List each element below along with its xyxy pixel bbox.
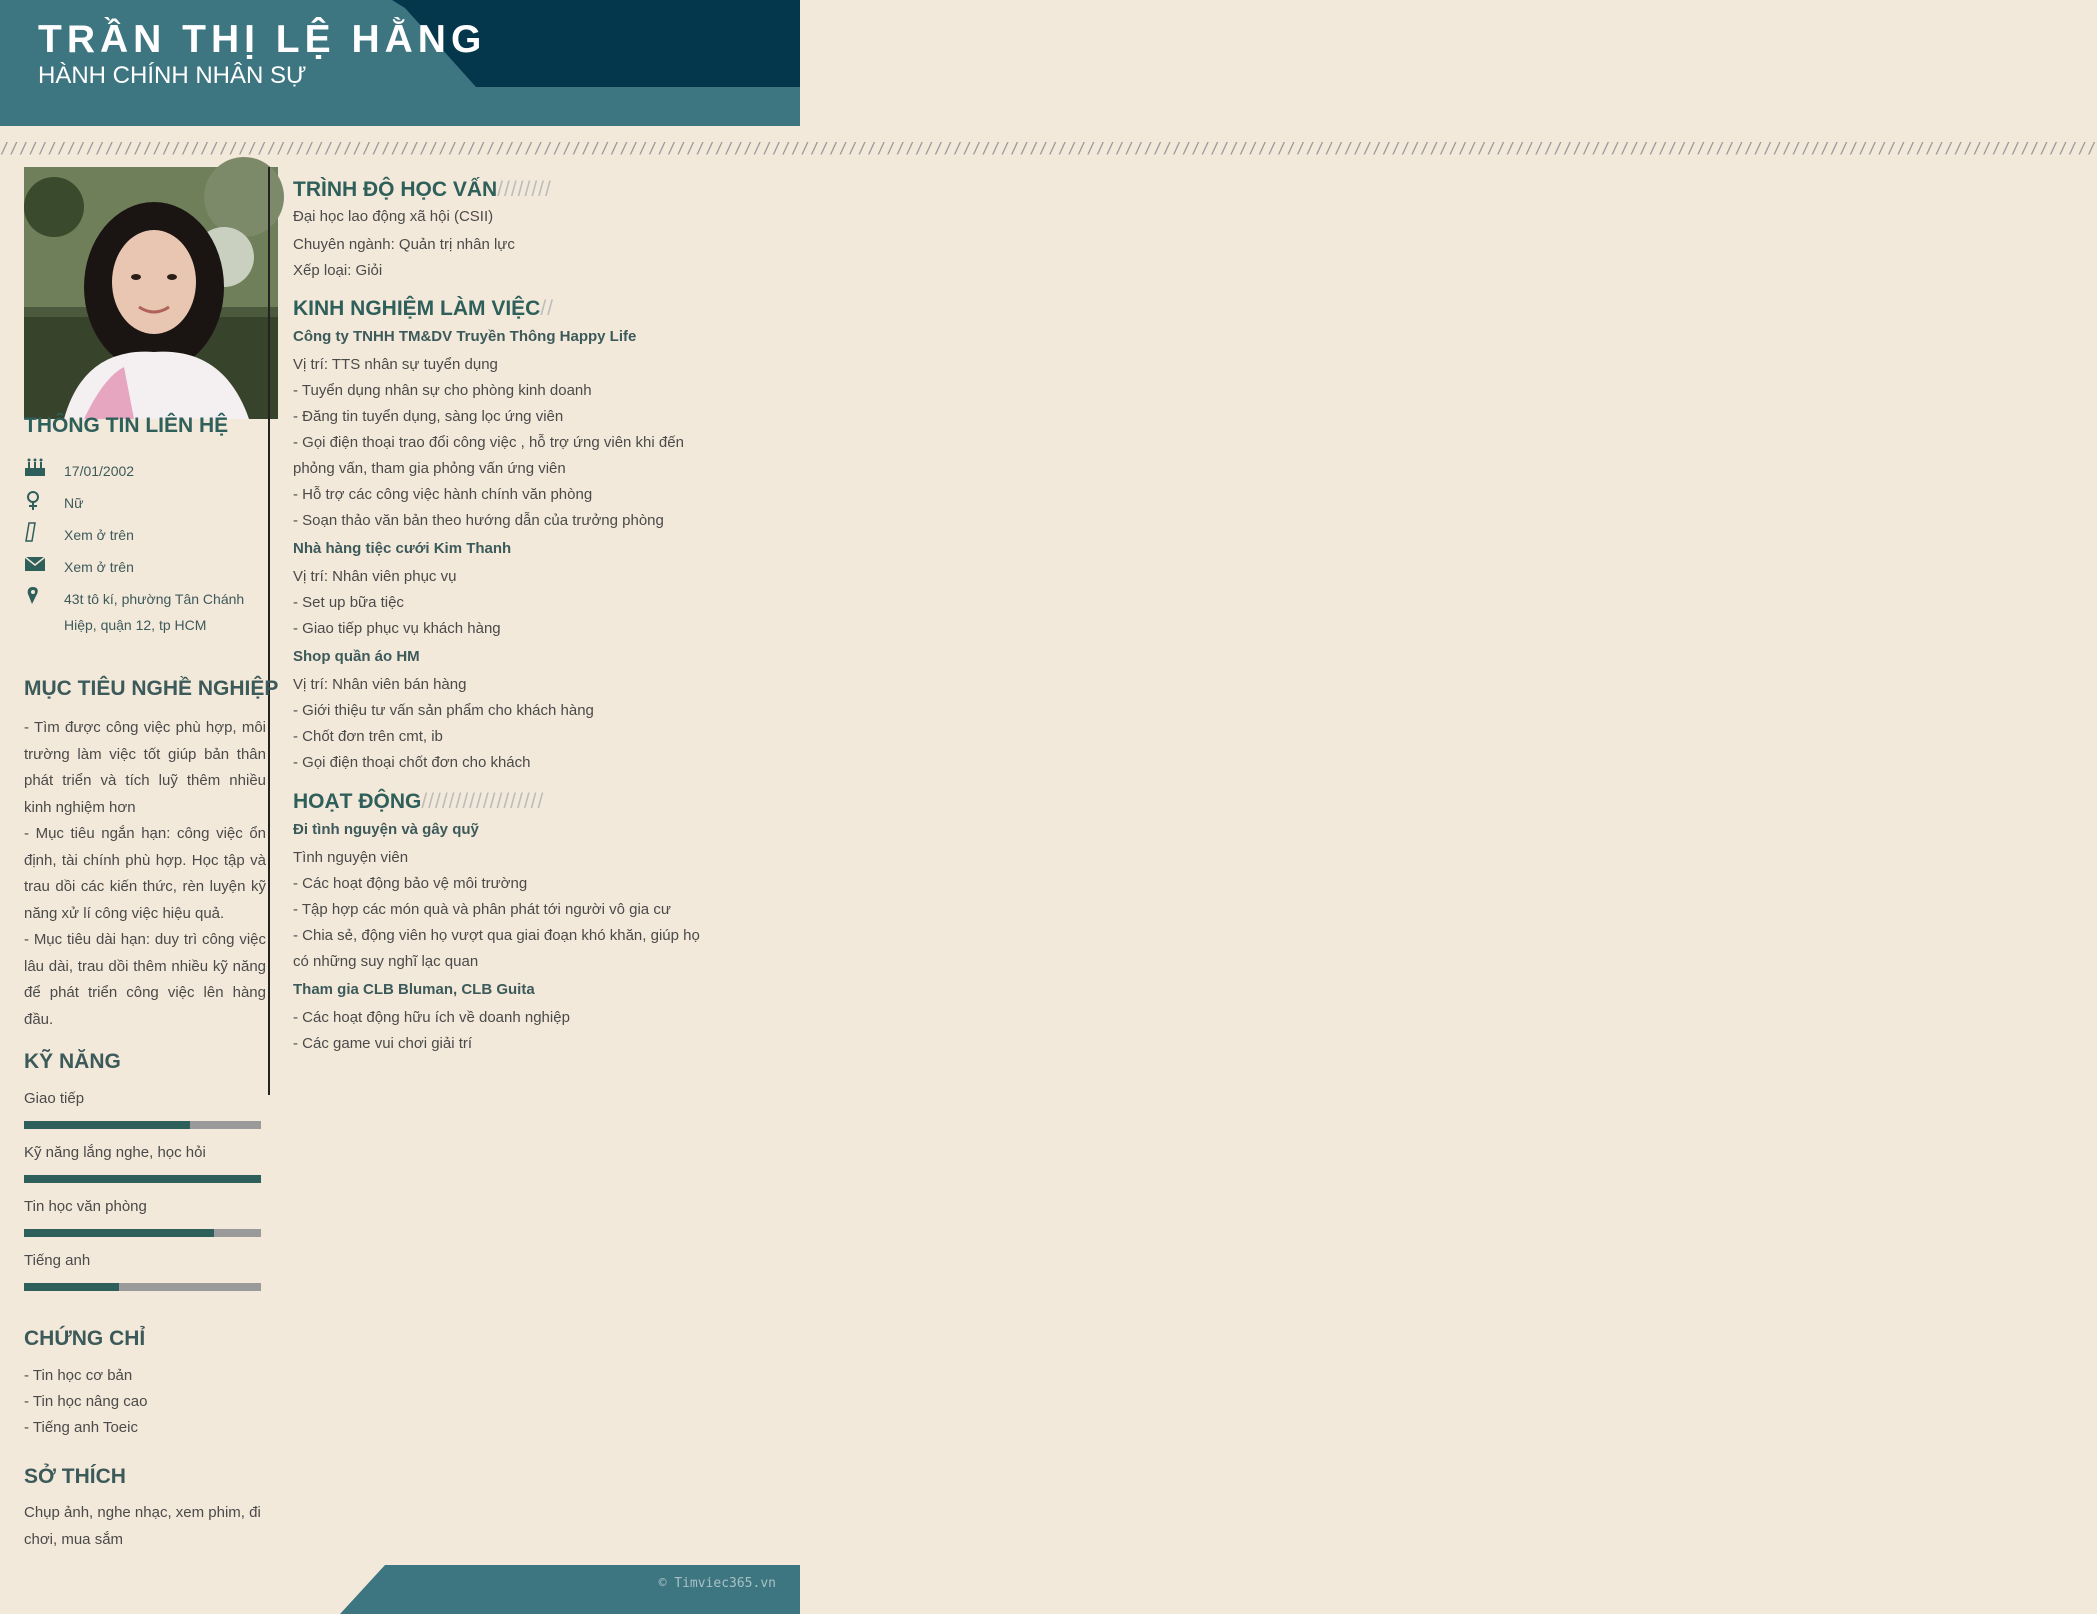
skill-bar	[24, 1229, 261, 1237]
map-marker-icon	[24, 586, 46, 606]
birthday-cake-icon	[24, 458, 46, 478]
education-title-text: TRÌNH ĐỘ HỌC VẤN	[293, 178, 498, 201]
contact-text: Xem ở trên	[64, 527, 134, 543]
title-slashes: //	[540, 297, 555, 320]
job-line: - Soạn thảo văn bản theo hướng dẫn của trưởng phòng	[293, 512, 664, 529]
job-line: - Gọi điện thoại trao đổi công việc , hỗ trợ ứng viên khi đến	[293, 434, 684, 451]
column-divider	[268, 167, 270, 1095]
phone-icon	[24, 522, 46, 542]
activity-line: - Các hoạt động hữu ích về doanh nghiệp	[293, 1009, 570, 1026]
objective-text: - Tìm được công việc phù hợp, môi trường làm việc tốt giúp bản thân phát triển và tích luỹ thêm nhiều kinh nghiệm hơn - Mục tiêu ngắn hạn: công việc ổn định, tài chính phù hợp. Học tập và trau dồi các kiến thức, rèn luyện kỹ năng xử lí công việc hiệu quả. - Mục tiêu dài hạn: duy trì công việc lâu dài, trau dồi thêm nhiều kỹ năng để phát triển công việc lên hàng đầu.	[24, 719, 266, 1028]
activity-name: Đi tình nguyện và gây quỹ	[293, 821, 479, 838]
skill-label: Giao tiếp	[24, 1090, 85, 1107]
job-line: Vị trí: TTS nhân sự tuyển dụng	[293, 356, 498, 373]
skill-fill	[24, 1229, 214, 1237]
objective-title: MỤC TIÊU NGHỀ NGHIỆP	[24, 677, 279, 700]
skill-bar	[24, 1121, 261, 1129]
skill-label: Tiếng anh	[24, 1252, 91, 1269]
certificates-title: CHỨNG CHỈ	[24, 1327, 146, 1350]
job-line: Vị trí: Nhân viên phục vụ	[293, 568, 457, 585]
job-line: Vị trí: Nhân viên bán hàng	[293, 676, 467, 693]
job-line: - Hỗ trợ các công việc hành chính văn phòng	[293, 486, 593, 503]
contact-text: Nữ	[64, 495, 84, 511]
job-line: - Set up bữa tiệc	[293, 594, 404, 611]
title-slashes: ////////	[497, 178, 552, 201]
contact-title: THÔNG TIN LIÊN HỆ	[24, 414, 229, 437]
education-line: Chuyên ngành: Quản trị nhân lực	[293, 236, 515, 253]
female-icon	[24, 490, 46, 510]
education-line: Xếp loại: Giỏi	[293, 262, 383, 279]
experience-title	[293, 297, 554, 321]
job-line: - Chốt đơn trên cmt, ib	[293, 728, 443, 745]
activity-line: - Các game vui chơi giải trí	[293, 1035, 473, 1052]
activity-line: Tình nguyện viên	[293, 849, 409, 866]
certificate-item: - Tin học cơ bản	[24, 1367, 133, 1384]
job-line: - Giao tiếp phục vụ khách hàng	[293, 620, 501, 637]
skill-label: Kỹ năng lắng nghe, học hỏi	[24, 1144, 206, 1161]
activity-line: - Các hoạt động bảo vệ môi trường	[293, 875, 528, 892]
hobbies-text: Chụp ảnh, nghe nhạc, xem phim, đi chơi, mua sắm	[24, 1504, 261, 1548]
activity-line: - Chia sẻ, động viên họ vượt qua giai đoạn khó khăn, giúp họ	[293, 927, 700, 944]
job-line: - Đăng tin tuyển dụng, sàng lọc ứng viên	[293, 408, 564, 425]
education-line: Đại học lao động xã hội (CSII)	[293, 208, 494, 225]
certificate-item: - Tin học nâng cao	[24, 1393, 148, 1410]
title-slashes: //////////////////	[421, 790, 545, 813]
contact-text: 43t tô kí, phường Tân Chánh Hiệp, quận 12, tp HCM	[64, 591, 245, 633]
contact-text: Xem ở trên	[64, 559, 134, 575]
job-line: phỏng vấn, tham gia phỏng vấn ứng viên	[293, 460, 566, 477]
envelope-icon	[24, 554, 46, 574]
job-line: - Tuyển dụng nhân sự cho phòng kinh doanh	[293, 382, 592, 399]
activity-line: - Tập hợp các món quà và phân phát tới người vô gia cư	[293, 901, 671, 918]
skill-label: Tin học văn phòng	[24, 1198, 147, 1215]
skill-fill	[24, 1175, 261, 1183]
activity-name: Tham gia CLB Bluman, CLB Guita	[293, 981, 535, 998]
skills-title: KỸ NĂNG	[24, 1050, 121, 1073]
experience-title-text: KINH NGHIỆM LÀM VIỆC	[293, 297, 541, 320]
company-name: Nhà hàng tiệc cưới Kim Thanh	[293, 540, 512, 557]
footer-watermark: © Timviec365.vn	[658, 1576, 776, 1591]
activities-title-text: HOẠT ĐỘNG	[293, 790, 422, 813]
education-title	[293, 178, 552, 202]
company-name: Shop quần áo HM	[293, 648, 420, 665]
skill-fill	[24, 1121, 190, 1129]
company-name: Công ty TNHH TM&DV Truyền Thông Happy Life	[293, 328, 637, 345]
skill-bar	[24, 1175, 261, 1183]
skill-bar	[24, 1283, 261, 1291]
slash-divider: ////////////////////////////////////////////////////////////////////////////////////////////////////////////////////////////////////////////////////////////////////////////////////////////////////////////////////////////	[0, 139, 2097, 157]
skill-fill	[24, 1283, 119, 1291]
candidate-name: TRẦN THỊ LỆ HẰNG	[38, 18, 487, 61]
job-title: HÀNH CHÍNH NHÂN SỰ	[38, 62, 307, 89]
contact-text: 17/01/2002	[64, 463, 135, 479]
activities-title	[293, 790, 544, 814]
profile-photo	[24, 167, 278, 419]
hobbies-title: SỞ THÍCH	[24, 1465, 126, 1488]
job-line: - Gọi điện thoại chốt đơn cho khách	[293, 754, 531, 771]
activity-line: có những suy nghĩ lạc quan	[293, 953, 479, 970]
job-line: - Giới thiệu tư vấn sản phẩm cho khách hàng	[293, 702, 594, 719]
certificate-item: - Tiếng anh Toeic	[24, 1419, 138, 1436]
